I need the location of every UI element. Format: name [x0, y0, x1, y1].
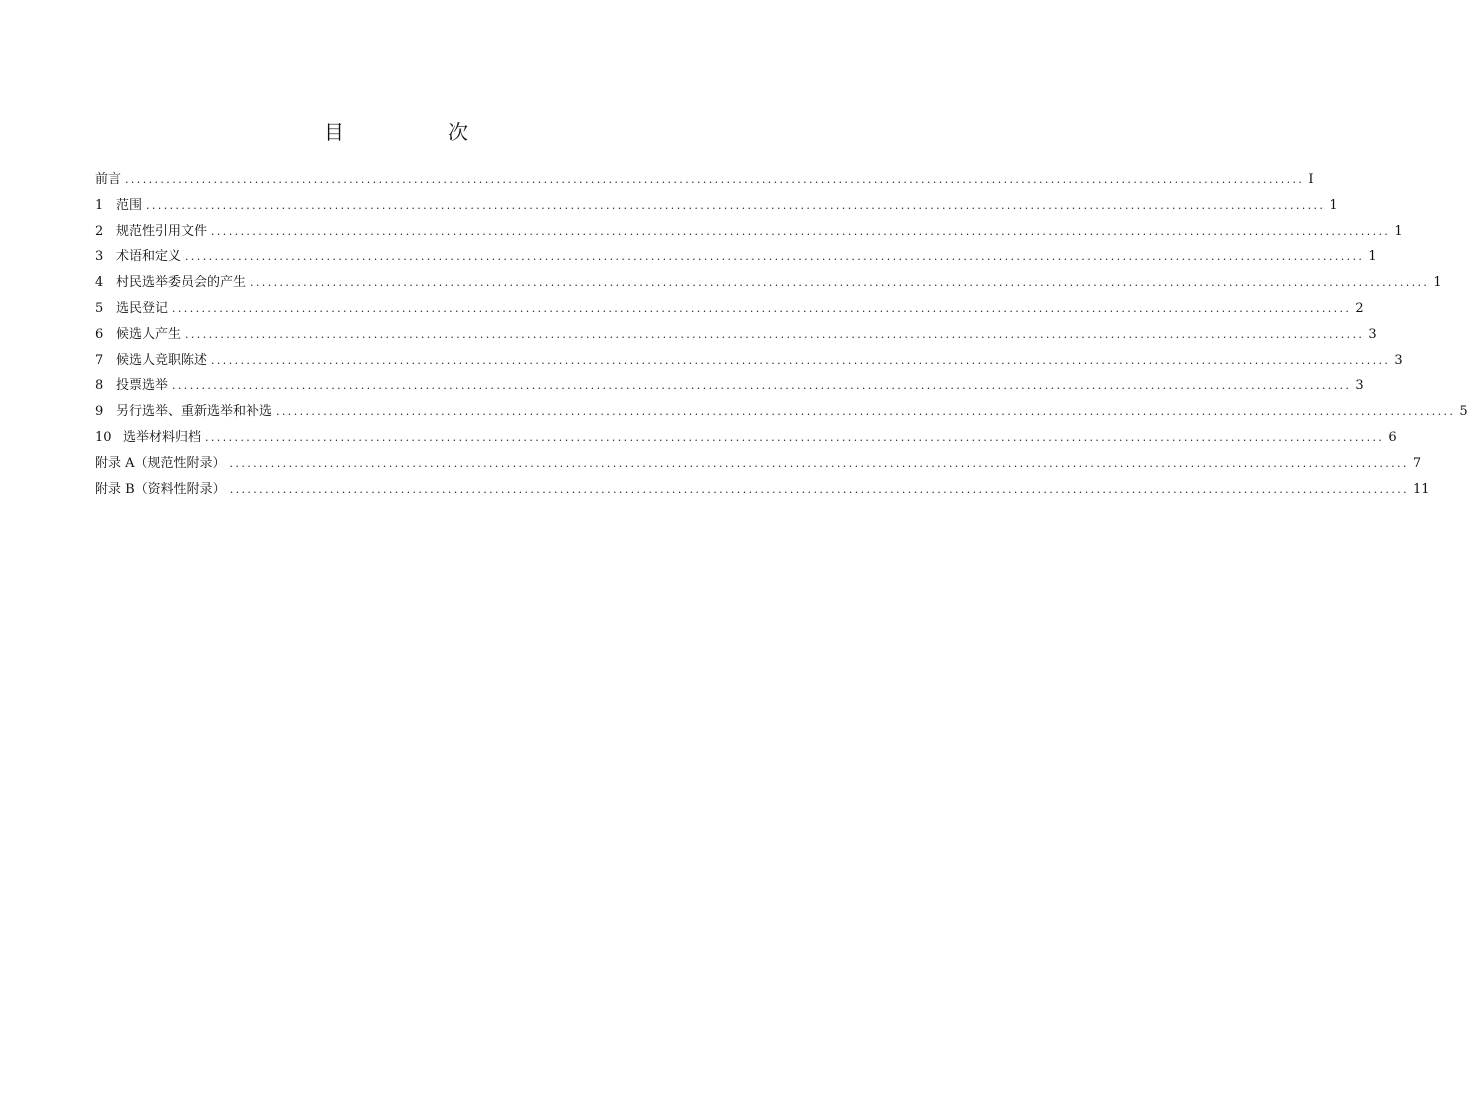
toc-entry[interactable] [95, 399, 1468, 425]
toc-entry-page: 11 [1413, 481, 1430, 497]
toc-entry[interactable] [95, 270, 1442, 296]
toc-leader-dots: ........................................................................................................................................................................................................ [229, 456, 1409, 470]
toc-entry-label: 范围 [116, 197, 143, 213]
toc-entry-label: 选举材料归档 [123, 429, 202, 445]
toc-entry[interactable] [95, 193, 1338, 219]
toc-entry-label: 附录 A（规范性附录） [95, 455, 226, 471]
toc-entry[interactable] [95, 373, 1364, 399]
toc-entry-number: 1 [95, 197, 104, 213]
toc-entry-number: 5 [95, 300, 104, 316]
toc-leader-dots: ........................................................................................................................................................................................................ [185, 250, 1365, 264]
toc-entry[interactable] [95, 451, 1422, 477]
toc-entry-number: 4 [95, 275, 104, 291]
toc-entry-page: 3 [1368, 326, 1377, 342]
toc-entry-label: 候选人产生 [116, 326, 182, 342]
toc-entry-label: 投票选举 [116, 378, 169, 394]
toc-leader-dots: ........................................................................................................................................................................................................ [276, 405, 1456, 419]
toc-entry[interactable] [95, 219, 1403, 245]
toc-entry-label: 另行选举、重新选举和补选 [116, 404, 273, 420]
toc-entry-page: 1 [1368, 249, 1377, 265]
toc-leader-dots: ........................................................................................................................................................................................................ [146, 198, 1326, 212]
toc-entry-label: 术语和定义 [116, 249, 182, 265]
toc-leader-dots: ........................................................................................................................................................................................................ [211, 224, 1391, 238]
toc-entry[interactable] [95, 296, 1364, 322]
toc-leader-dots: ........................................................................................................................................................................................................ [250, 276, 1430, 290]
toc-entry-number: 10 [95, 429, 112, 445]
toc-entry-label: 规范性引用文件 [116, 223, 208, 239]
toc-entry[interactable] [95, 322, 1377, 348]
toc-entry-page: 2 [1355, 300, 1364, 316]
toc-entry-page: 3 [1355, 378, 1364, 394]
toc-entry[interactable] [95, 167, 1314, 193]
toc-entry-number: 6 [95, 326, 104, 342]
toc-leader-dots: ........................................................................................................................................................................................................ [172, 301, 1352, 315]
toc-entry-page: 1 [1329, 197, 1338, 213]
toc-entry-label: 附录 B（资料性附录） [95, 481, 226, 497]
toc-entry-page: 6 [1388, 429, 1397, 445]
toc-entry-number: 7 [95, 352, 104, 368]
toc-entry-page: 1 [1394, 223, 1403, 239]
toc-entry-number: 2 [95, 223, 104, 239]
toc-entry-page: 3 [1394, 352, 1403, 368]
toc-entry-label: 前言 [95, 172, 122, 187]
toc-leader-dots: ........................................................................................................................................................................................................ [211, 353, 1391, 367]
toc-leader-dots: ........................................................................................................................................................................................................ [185, 327, 1365, 341]
toc-entry[interactable] [95, 425, 1397, 451]
toc-list [95, 167, 1468, 502]
toc-entry-label: 选民登记 [116, 300, 169, 316]
toc-leader-dots: ........................................................................................................................................................................................................ [172, 379, 1352, 393]
toc-entry-page: 5 [1459, 404, 1468, 420]
toc-entry-label: 村民选举委员会的产生 [116, 275, 247, 291]
toc-entry-number: 3 [95, 249, 104, 265]
toc-title: 目 次 [324, 120, 510, 144]
toc-entry-label: 候选人竞职陈述 [116, 352, 208, 368]
toc-entry-page: I [1308, 172, 1314, 187]
toc-entry[interactable] [95, 348, 1403, 374]
toc-entry[interactable] [95, 477, 1430, 503]
toc-leader-dots: ........................................................................................................................................................................................................ [125, 173, 1305, 186]
toc-entry-page: 1 [1433, 275, 1442, 291]
toc-leader-dots: ........................................................................................................................................................................................................ [205, 430, 1385, 444]
toc-entry[interactable] [95, 244, 1377, 270]
toc-entry-number: 9 [95, 404, 104, 420]
toc-leader-dots: ........................................................................................................................................................................................................ [229, 482, 1410, 496]
toc-entry-number: 8 [95, 378, 104, 394]
toc-entry-page: 7 [1412, 455, 1422, 471]
